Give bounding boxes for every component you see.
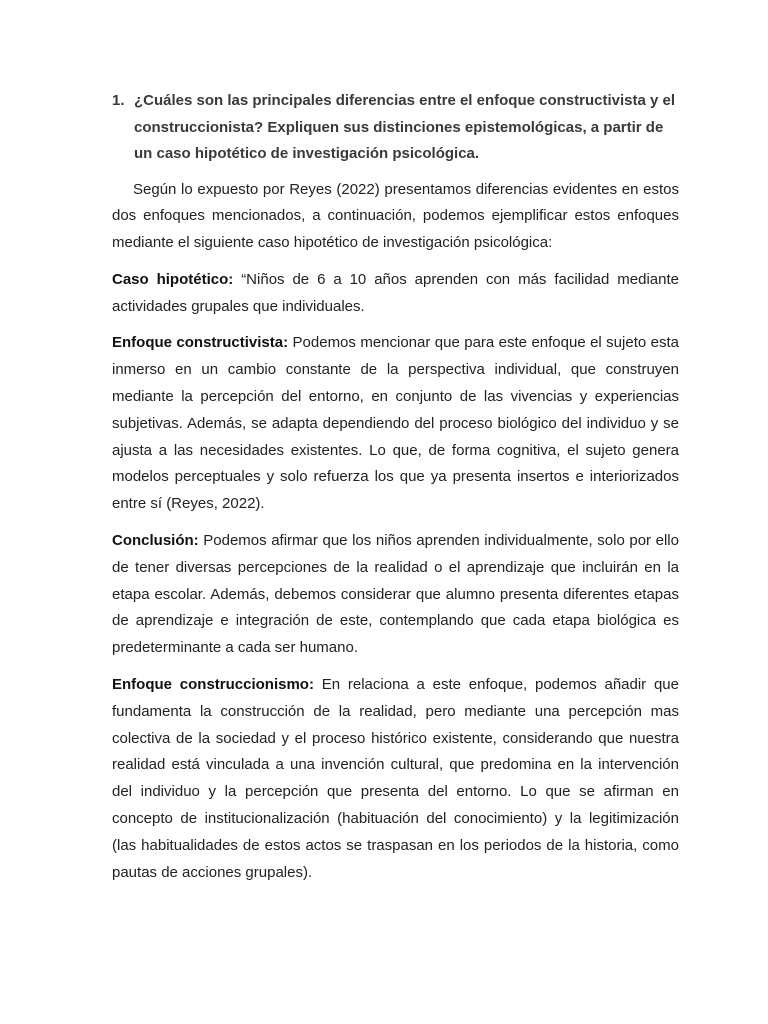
intro-paragraph: Según lo expuesto por Reyes (2022) presentamos diferencias evidentes en estos dos enfoques mencionados, a continuación, podemos ejemplificar estos enfoques mediante el siguiente caso hipotético de investigación psicológica:: [112, 180, 679, 252]
conclusion-text: Podemos afirmar que los niños aprenden individualmente, solo por ello de tener diversas percepciones de la realidad o el aprendizaje que incluirán en la etapa escolar. Además, debemos considerar que alumno presenta diferentes etapas de aprendizaje e integración de este, contemplando que cada etapa biológica es predeterminante a cada ser humano.: [112, 532, 679, 657]
question-number: 1.: [112, 92, 125, 109]
case-paragraph: [112, 267, 679, 321]
constructionism-text: En relaciona a este enfoque, podemos añadir que fundamenta la construcción de la realidad, pero mediante una percepción mas colectiva de la sociedad y el proceso histórico existente, considerando que nuestra realidad está vinculada a una invención cultural, que predomina en la intervención del individuo y la percepción que presenta del entorno. Lo que se afirman en concepto de institucionalización (habituación del conocimiento) y la legitimización (las habitualidades de estos actos se traspasan en los periodos de la historia, como pautas de acciones grupales).: [112, 676, 679, 881]
document-page: [112, 88, 679, 896]
conclusion-paragraph: [112, 528, 679, 662]
case-label: Caso hipotético:: [112, 270, 234, 288]
question-item: [112, 88, 679, 168]
constructivist-paragraph: [112, 330, 679, 518]
constructivist-text: Podemos mencionar que para este enfoque el sujeto esta inmerso en un cambio constante de la perspectiva individual, que construyen mediante la percepción del entorno, en conjunto de las vivencias y experiencias subjetivas. Además, se adapta dependiendo del proceso biológico del individuo y se ajusta a las necesidades existentes. Lo que, de forma cognitiva, el sujeto genera modelos perceptuales y solo refuerza los que ya presenta insertos e interiorizados entre sí (Reyes, 2022).: [112, 334, 679, 513]
conclusion-label: Conclusión:: [112, 532, 199, 550]
constructionism-label: Enfoque construccionismo:: [112, 676, 314, 694]
question-text: ¿Cuáles son las principales diferencias entre el enfoque constructivista y el construccionista? Expliquen sus distinciones epistemológicas, a partir de un caso hipotético de investigación psicológica.: [134, 92, 676, 162]
constructivist-label: Enfoque constructivista:: [112, 334, 289, 352]
constructionism-paragraph: [112, 672, 679, 886]
case-text: “Niños de 6 a 10 años aprenden con más facilidad mediante actividades grupales que individuales.: [112, 270, 679, 315]
